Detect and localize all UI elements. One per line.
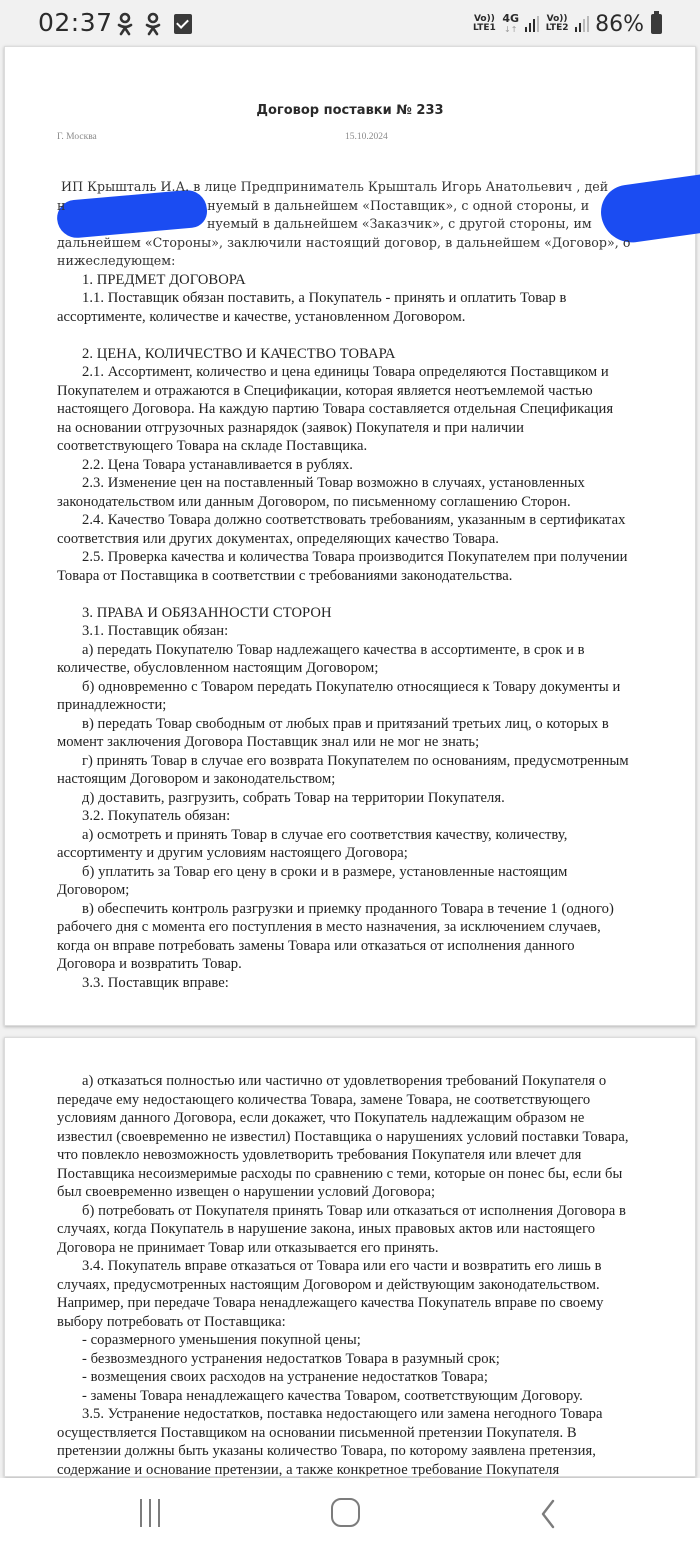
document-line: когда он вправе потребовать замены Товара или отказаться от исполнения данного xyxy=(57,937,575,954)
document-line: известил (своевременно не известил) Поставщика о нарушениях условий поставки Товара, xyxy=(57,1128,629,1145)
document-line: дальнейшем «Стороны», заключили настоящий договор, в дальнейшем «Договор», о xyxy=(57,234,631,250)
document-page-1[interactable] xyxy=(4,46,696,1026)
document-line: Договора не принимает Товар или отказывается его принять. xyxy=(57,1239,439,1256)
document-body-page-2 xyxy=(57,1072,677,1477)
document-line: содержание и основание претензии, а также конкретное требование Покупателя xyxy=(57,1461,560,1477)
document-line: а) отказаться полностью или частично от удовлетворения требований Покупателя о xyxy=(82,1073,607,1089)
document-line: 2.1. Ассортимент, количество и цена единицы Товара определяются Поставщиком и xyxy=(82,364,609,380)
blank-line xyxy=(57,326,677,345)
document-line: в) передать Товар свободным от любых прав и притязаний третьих лиц, о которых в xyxy=(82,715,609,732)
sim2-label: Vo)) LTE2 xyxy=(545,14,569,33)
document-page-2[interactable] xyxy=(4,1037,696,1477)
document-line: 3.4. Покупатель вправе отказаться от Товара или его части и возвратить его лишь в xyxy=(82,1258,602,1274)
document-date: 15.10.2024 xyxy=(345,132,388,142)
document-line: что повлекло невозможность удовлетворить требования Покупателя или влечет для xyxy=(57,1147,582,1163)
document-line: случаях, когда Покупатель в нарушение закона, иных правовых актов или настоящего xyxy=(57,1221,596,1237)
document-line: ассортименте, количестве и качестве, установленном Договором. xyxy=(57,308,466,325)
signal-strength-icon xyxy=(575,16,589,32)
document-line: количестве, обусловленном настоящим Договором; xyxy=(57,660,379,676)
document-line: соответствия или других документах, определяющих качество Товара. xyxy=(57,530,499,547)
status-bar xyxy=(0,0,700,46)
document-line: передаче ему недостающего количества Товара, замене Товара, не соответствующего xyxy=(57,1091,591,1108)
battery-percent: 86% xyxy=(595,11,644,37)
document-line: соответствующего Товара на складе Поставщика. xyxy=(57,438,368,454)
document-line: принадлежности; xyxy=(57,697,167,713)
document-line: а) передать Покупателю Товар надлежащего качества в ассортименте, в срок и в xyxy=(82,641,585,658)
document-line: 3.5. Устранение недостатков, поставка недостающего или замена негодного Товара xyxy=(82,1406,603,1422)
document-line: - соразмерного уменьшения покупной цены; xyxy=(82,1332,361,1348)
document-line: Покупателем и отражаются в Спецификации, которая является неотъемлемой частью xyxy=(57,382,593,399)
navigation-bar xyxy=(0,1478,700,1556)
document-title: Договор поставки № 233 xyxy=(256,103,444,118)
document-line: д) доставить, разгрузить, собрать Товар на территории Покупателя. xyxy=(82,789,505,806)
document-line: н нуемый в дальнейшем «Поставщик», с одной стороны, и xyxy=(57,197,590,213)
recent-apps-icon xyxy=(140,1499,142,1527)
document-line: осуществляется Поставщиком на основании письменной претензии Покупателя. В xyxy=(57,1424,577,1441)
checkbox-icon xyxy=(174,14,192,34)
document-line: 1. ПРЕДМЕТ ДОГОВОРА xyxy=(82,271,246,288)
sim1-volte-icon xyxy=(472,15,496,33)
document-line: - безвозмездного устранения недостатков Товара в разумный срок; xyxy=(82,1350,500,1367)
document-line: был своевременно извещен о нарушении условий Договора; xyxy=(57,1184,436,1200)
document-line: нижеследующем: xyxy=(57,253,176,268)
document-line: Поставщика несоизмеримые расходы по сравнению с теми, которые он понес бы, если бы xyxy=(57,1165,623,1182)
document-line: 1.1. Поставщик обязан поставить, а Покупатель - принять и оплатить Товар в xyxy=(82,290,567,306)
document-line: 2.3. Изменение цен на поставленный Товар возможно в случаях, установленных xyxy=(82,475,585,491)
clock: 02:37 xyxy=(38,8,113,37)
document-line: Товара от Поставщика в соответствии с требованиями законодательства. xyxy=(57,567,513,584)
document-line: выбору потребовать от Поставщика: xyxy=(57,1313,286,1330)
document-city: Г. Москва xyxy=(57,132,97,142)
document-line: претензии должны быть указаны количество Товара, по которому заявлена претензия, xyxy=(57,1443,596,1459)
home-button[interactable] xyxy=(331,1498,360,1527)
odnoklassniki-icon xyxy=(144,12,162,36)
document-line: Договора и возвратить Товар. xyxy=(57,956,242,972)
recent-apps-icon-bar xyxy=(149,1499,151,1527)
document-line: а) осмотреть и принять Товар в случае его соответствия качеству, количеству, xyxy=(82,826,568,843)
back-button[interactable] xyxy=(538,1499,562,1529)
status-indicators xyxy=(472,10,662,38)
sim1-label: Vo)) LTE1 xyxy=(473,14,496,33)
back-icon xyxy=(543,1501,553,1527)
document-line: - замены Товара ненадлежащего качества Товаром, соответствующим Договору. xyxy=(82,1387,583,1404)
document-line: 3. ПРАВА И ОБЯЗАННОСТИ СТОРОН xyxy=(82,604,332,621)
document-line: - возмещения своих расходов на устранение недостатков Товара; xyxy=(82,1369,488,1385)
signal-strength-icon xyxy=(525,16,539,32)
data-activity-icon: ↓↑ xyxy=(504,24,518,34)
document-line: ассортименту и другим условиям настоящего Договора; xyxy=(57,845,408,861)
odnoklassniki-icon xyxy=(116,12,134,36)
document-line: 3.3. Поставщик вправе: xyxy=(82,974,229,991)
network-type-icon xyxy=(502,11,520,35)
recent-apps-icon-bar xyxy=(158,1499,160,1527)
document-line: рабочего дня с момента его поступления в место назначения, за исключением случаев, xyxy=(57,919,601,935)
battery-icon xyxy=(651,14,662,34)
document-body-page-1 xyxy=(57,178,677,992)
document-line: 2.4. Качество Товара должно соответствовать требованиям, указанным в сертификатах xyxy=(82,512,626,528)
document-line: б) потребовать от Покупателя принять Товар или отказаться от исполнения Договора в xyxy=(82,1202,626,1219)
recent-apps-button[interactable] xyxy=(136,1499,164,1529)
document-line: случаях, предусмотренных настоящим Договором и действующим законодательством. xyxy=(57,1276,600,1293)
document-line: условиям данного Договора, если докажет, что Покупатель надлежащим образом не xyxy=(57,1110,585,1126)
document-line: Договором; xyxy=(57,882,130,898)
document-line: 2.2. Цена Товара устанавливается в рублях. xyxy=(82,456,353,473)
blank-line xyxy=(57,585,677,604)
document-line: 2.5. Проверка качества и количества Товара производится Покупателем при получении xyxy=(82,549,628,565)
document-line: 2. ЦЕНА, КОЛИЧЕСТВО И КАЧЕСТВО ТОВАРА xyxy=(82,345,396,362)
document-line: законодательством или данным Договором, по письменному соглашению Сторон. xyxy=(57,493,571,510)
document-line: на основании отгрузочных разнарядок (заявок) Покупателя и при наличии xyxy=(57,419,524,436)
document-line: настоящего Договора. На каждую партию Товара составляется отдельная Спецификация xyxy=(57,401,614,417)
document-line: Например, при передаче Товара ненадлежащего качества Покупатель вправе по своему xyxy=(57,1295,604,1311)
document-line: нуемый в дальнейшем «Заказчик», с другой стороны, им xyxy=(57,216,592,231)
document-line: ИП Крышталь И.А. в лице Предприниматель Крышталь Игорь Анатольевич , дей xyxy=(57,179,609,194)
document-line: в) обеспечить контроль разгрузки и приемку проданного Товара в течение 1 (одного) xyxy=(82,900,614,917)
document-line: б) уплатить за Товар его цену в сроки и в размере, установленные настоящим xyxy=(82,863,568,880)
document-line: момент заключения Договора Поставщик знал или не мог не знать; xyxy=(57,734,480,750)
sim2-volte-icon xyxy=(545,15,569,33)
document-line: г) принять Товар в случае его возврата Покупателем по основаниям, предусмотренным xyxy=(82,752,629,769)
document-line: 3.1. Поставщик обязан: xyxy=(82,623,229,639)
document-line: б) одновременно с Товаром передать Покупателю относящиеся к Товару документы и xyxy=(82,678,621,695)
network-type-label: 4G xyxy=(502,11,520,25)
document-line: 3.2. Покупатель обязан: xyxy=(82,808,231,824)
document-line: настоящим Договором и законодательством; xyxy=(57,771,336,787)
